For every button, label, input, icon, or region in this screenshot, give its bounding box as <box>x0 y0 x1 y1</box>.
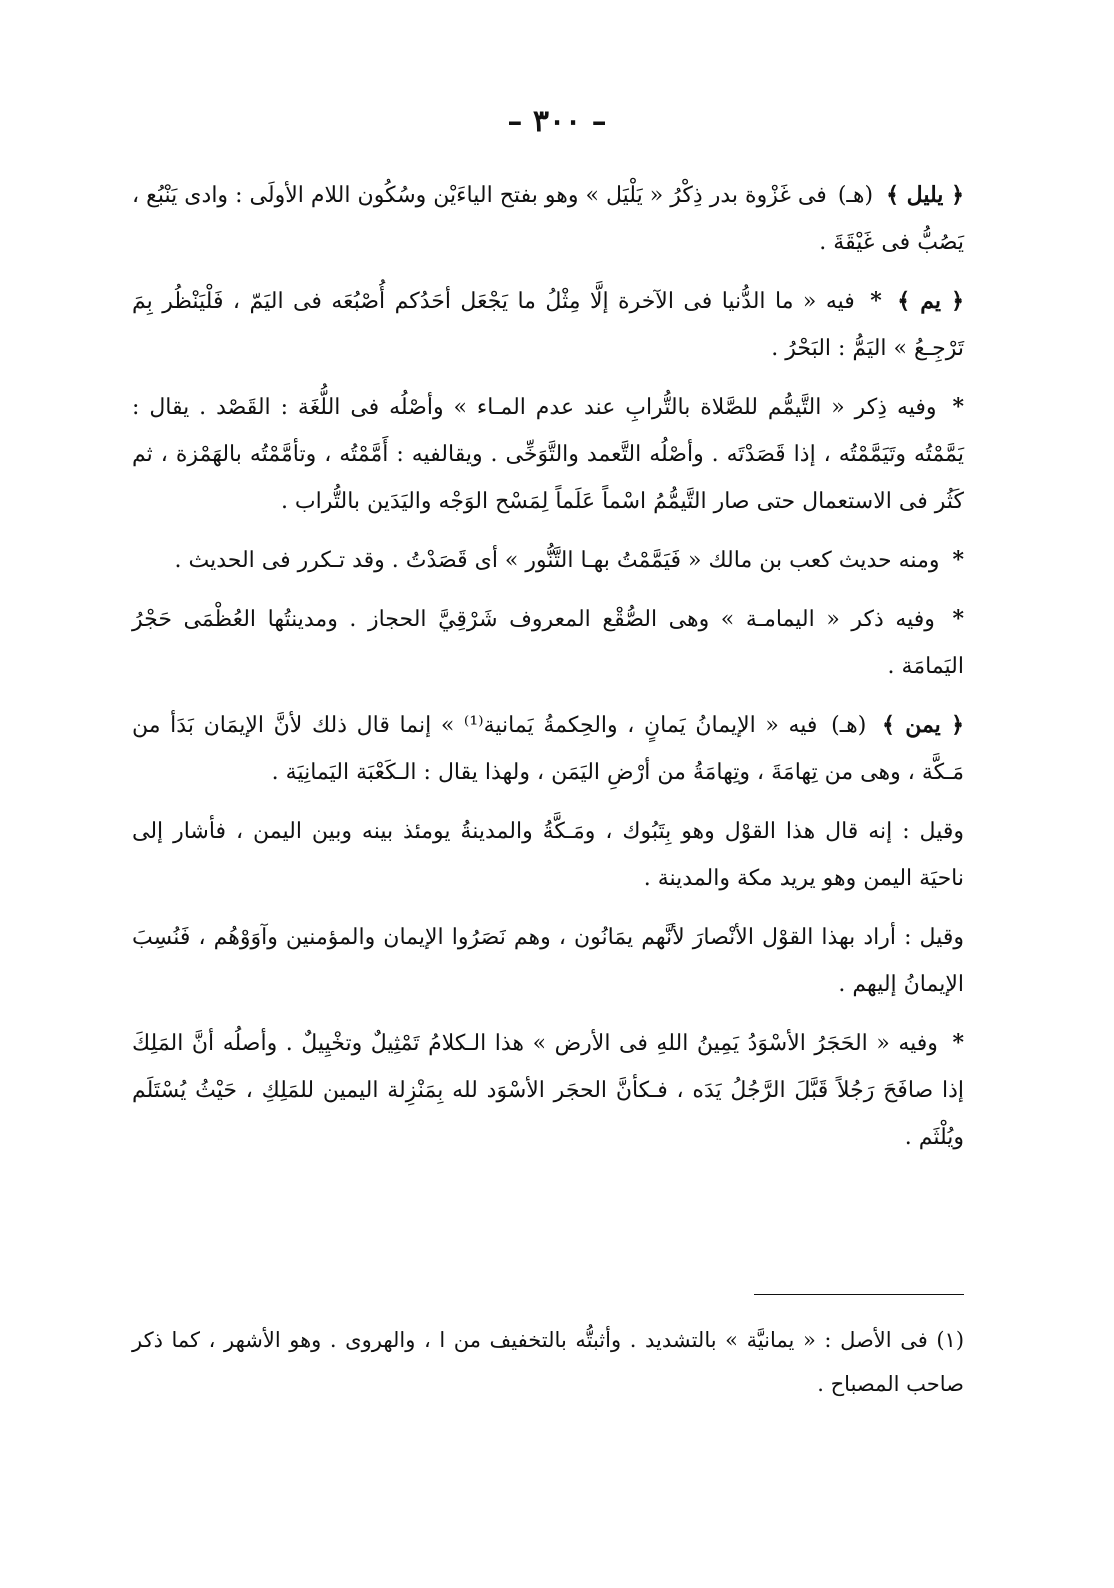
entry-paragraph <box>132 808 964 902</box>
main-text <box>132 172 964 1173</box>
footnote: (١) فى الأصل : « يمانيَّة » بالتشديد . وأثبتُّه بالتخفيف من ا ، والهروى . وهو الأشهر ، كما ذكر صاحب المصباح . <box>132 1328 965 1396</box>
paragraph-text: فى غَزْوة بدر ذِكْرُ « يَلْيَل » وهو بفتح الياءَيْن وسُكُون اللام الأولَى : وادى يَنْبُع ، يَصُبُّ فى غَيْقَةَ . <box>132 183 964 255</box>
asterisk-marker: * <box>952 547 964 573</box>
source-marker: (هـ) <box>837 183 874 208</box>
asterisk-marker: * <box>952 394 964 420</box>
paragraph-text: وفيه « الحَجَرُ الأسْوَدُ يَمِينُ اللهِ فى الأرض » هذا الـكلامُ تَمْثِيلٌ وتخْيِيلٌ . وأصلُه أنَّ المَلِكَ إذا صافَحَ رَجُلاً قَبَّلَ الرَّجُلُ يَدَه ، فـكأنَّ الحجَر الأسْوَد لله بِمَنْزِلة اليمين للمَلِكِ ، حَيْثُ يُسْتَلَم ويُلْثَم . <box>132 1031 964 1150</box>
paragraph-text: وقيل : أراد بهذا القوْل الأنْصارَ لأنَّهم يمَانُون ، وهم نَصَرُوا الإيمان والمؤمنين وآوَوْهُم ، فَنُسِبَ الإيمانُ إليهم . <box>132 925 965 997</box>
page-number: – ٣٠٠ – <box>507 104 607 139</box>
entry-paragraph <box>132 596 964 690</box>
asterisk-marker: * <box>952 1030 964 1056</box>
source-marker: (هـ) <box>831 713 867 738</box>
paragraph-text: فيه « ما الدُّنيا فى الآخرة إلَّا مِثْلُ ما يَجْعَل أحَدُكم أُصْبُعَه فى اليَمّ ، فَلْيَنْظُر بِمَ تَرْجِـعُ » اليَمُّ : البَحْرُ . <box>132 289 964 361</box>
paragraph-text: فيه « الإيمانُ يَمانٍ ، والحِكمةُ يَمانية⁽¹⁾ » إنما قال ذلك لأنَّ الإيمَان بَدَأ من مَـكَّة ، وهى من تِهامَةَ ، وتِهامَةُ من أرْضِ اليَمَن ، ولهذا يقال : الـكَعْبَة اليَمانِيَة . <box>132 713 964 785</box>
entry-headword: ﴿ يليل ﴾ <box>886 182 964 208</box>
paragraph-text: ومنه حديث كعب بن مالك « فَيَمَّمْتُ بهـا التَّنُّور » أى قَصَدْتُ . وقد تـكرر فى الحديث . <box>174 548 940 573</box>
entry-paragraph <box>132 384 964 525</box>
paragraph-text: وفيه ذِكر « التَّيمُّم للصَّلاة بالتُّرابِ عند عدم المـاء » وأصْلُه فى اللُّغَة : القَصْد . يقال : يَمَّمْتُه وتَيَمَّمْتُه ، إذا قَصَدْتَه . وأصْلُه التَّعمد والتَّوَخِّى . ويقالفيه : أَمَّمْتُه ، وتأمَّمْتُه بالهَمْزة ، ثم كَثُر فى الاستعمال حتى صار التَّيمُّمُ اسْماً عَلَماً لِمَسْح الوَجْه واليَدَين بالتُّراب . <box>132 395 964 514</box>
entry-headword: ﴿ يم ﴾ <box>897 288 964 314</box>
asterisk-marker: * <box>870 288 882 314</box>
paragraph-text: وفيه ذكر « اليمامـة » وهى الصُّقْع المعروف شَرْقِيَّ الحجاز . ومدينتُها العُظْمَى حَجْرُ اليَمامَة . <box>132 607 964 679</box>
entry-paragraph <box>132 537 964 584</box>
entry-paragraph <box>132 172 964 266</box>
entry-paragraph <box>132 914 964 1008</box>
paragraph-text: وقيل : إنه قال هذا القوْل وهو بِتَبُوك ، ومَـكَّةُ والمدينةُ يومئذ بينه وبين اليمن ، فأشار إلى ناحيَة اليمن وهو يريد مكة والمدينة . <box>132 819 964 891</box>
entry-paragraph <box>132 1020 964 1161</box>
entry-paragraph <box>132 702 964 796</box>
entry-headword: ﴿ يمن ﴾ <box>881 712 964 738</box>
asterisk-marker: * <box>952 606 964 632</box>
footnote-divider <box>754 1294 964 1295</box>
entry-paragraph <box>132 278 964 372</box>
